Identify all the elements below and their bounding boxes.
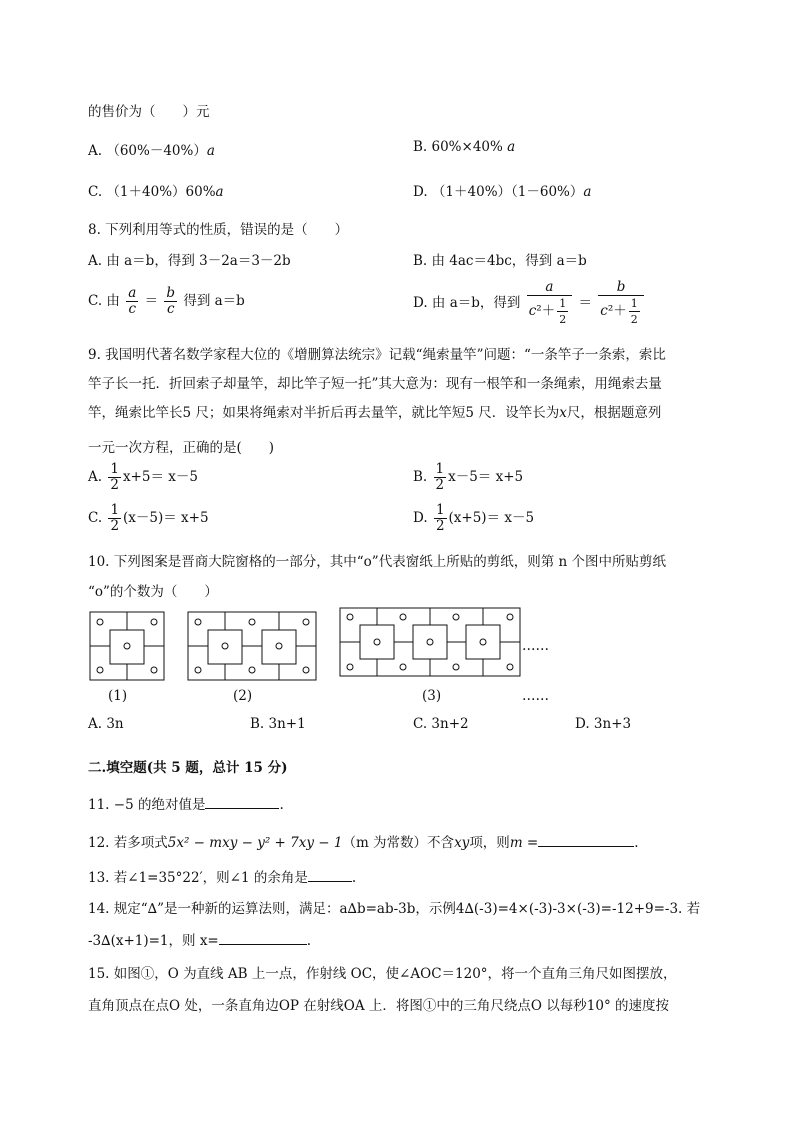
q10-ellipsis-top: ……	[522, 638, 549, 654]
q13: 13. 若∠1=35°22′，则∠1 的余角是 .	[88, 870, 357, 886]
q12: 12. 若多项式5x² − mxy − y² + 7xy − 1（m 为常数）不含xy项，则m = .	[88, 835, 639, 851]
q9-line-1: 9. 我国明代著名数学家程大位的《增删算法统宗》记载“绳索量竿”问题：“一条竿子一条索，索比	[88, 347, 666, 363]
q8-option-d: D. 由 a＝b，得到 a c²＋ $\frac{1}{2}$ ＝ b c²＋ $\frac{1}{2}$	[413, 280, 646, 327]
q9-option-c: C. $\frac{1}{2}$ (x－5)＝ x+5	[88, 502, 209, 534]
q9-line-2: 竿子长一托．折回索子却量竿，却比竿子短一托”其大意为：现有一根竿和一条绳索，用绳索去量	[88, 376, 662, 392]
q8-option-b: B. 由 4ac＝4bc，得到 a＝b	[413, 253, 587, 269]
q10-option-d: D. 3n+3	[575, 716, 632, 732]
q8-option-c: C. 由 $\frac{a}{c}$ ＝ $\frac{b}{c}$ 得到 a＝b	[88, 285, 245, 317]
q7-option-b: B. 60%×40% a	[413, 139, 516, 155]
figure-1	[90, 612, 164, 680]
q9-option-b: B. $\frac{1}{2}$ x－5＝ x+5	[413, 461, 524, 493]
q10-line-2: “o”的个数为（ ）	[88, 584, 218, 600]
q10-option-a: A. 3n	[88, 716, 124, 732]
q7-option-c: C. （1＋40%）60%a	[88, 184, 224, 200]
q7-stem-tail: 的售价为（ ）元	[88, 104, 210, 120]
section-2-title: 二.填空题(共 5 题，总计 15 分)	[88, 760, 288, 776]
q10-option-b: B. 3n+1	[250, 716, 306, 732]
q7-option-a: A. （60%－40%）a	[88, 143, 215, 159]
q9-line-4: 一元一次方程，正确的是( )	[88, 440, 275, 456]
q10-fig-label-2: (2)	[233, 688, 253, 704]
q10-line-1: 10. 下列图案是晋商大院窗格的一部分，其中“o”代表窗纸上所贴的剪纸，则第 n 个图中所贴剪纸	[88, 554, 666, 570]
q10-option-c: C. 3n+2	[413, 716, 469, 732]
q8-option-a: A. 由 a＝b，得到 3－2a＝3－2b	[88, 253, 291, 269]
q15-line-1: 15. 如图①，O 为直线 AB 上一点，作射线 OC，使∠AOC＝120°，将一个直角三角尺如图摆放，	[88, 966, 677, 982]
q15-line-2: 直角顶点在点O 处，一条直角边OP 在射线OA 上．将图①中的三角尺绕点O 以每秒10° 的速度按	[88, 998, 669, 1014]
q9-line-3: 竿，绳索比竿长5 尺；如果将绳索对半折后再去量竿，就比竿短5 尺．设竿长为x尺，根据题意列	[88, 405, 662, 421]
q7-option-d: D. （1＋40%）（1－60%）a	[413, 184, 592, 200]
figure-3	[340, 608, 520, 676]
q8-stem: 8. 下列利用等式的性质，错误的是（ ）	[88, 222, 349, 238]
q10-fig-label-1: (1)	[108, 688, 128, 704]
q11: 11. −5 的绝对值是 .	[88, 797, 284, 813]
q14-line-2: -3∆(x+1)=1，则 x= .	[88, 933, 312, 949]
q10-ellipsis-bottom: ……	[522, 688, 549, 704]
q14-line-1: 14. 规定“∆”是一种新的运算法则，满足：a∆b=ab-3b，示例4∆(-3)=4×(-3)-3×(-3)=-12+9=-3. 若	[88, 901, 701, 917]
window-lattice-figures	[86, 604, 526, 684]
q9-option-d: D. $\frac{1}{2}$ (x+5)＝ x－5	[413, 502, 535, 534]
q9-option-a: A. $\frac{1}{2}$ x+5＝ x－5	[88, 461, 198, 493]
q10-fig-label-3: (3)	[422, 688, 442, 704]
figure-2	[188, 612, 316, 680]
